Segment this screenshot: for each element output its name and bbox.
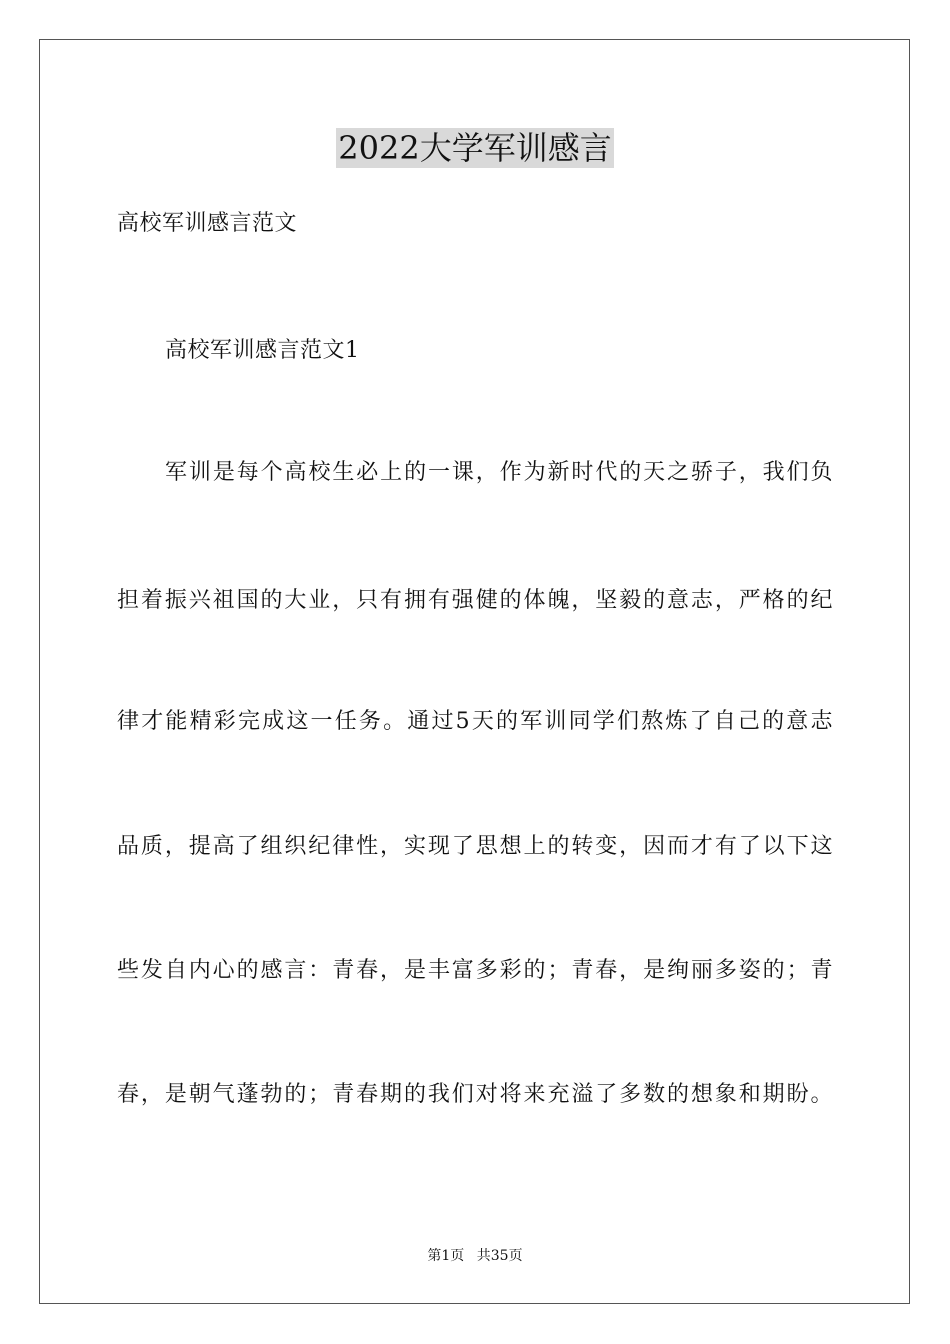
section-heading: 高校军训感言范文1 [165,338,360,363]
page-number: 第1页 [427,1248,465,1264]
document-subtitle: 高校军训感言范文 [117,211,298,236]
paragraph-line: 律才能精彩完成这一任务。通过5天的军训同学们熬炼了自己的意志 [117,709,833,734]
paragraph-line: 春，是朝气蓬勃的；青春期的我们对将来充溢了多数的想象和期盼。 [117,1082,833,1107]
paragraph-line: 担着振兴祖国的大业，只有拥有强健的体魄，坚毅的意志，严格的纪 [117,588,833,613]
page-total: 共35页 [476,1248,523,1264]
paragraph-line: 军训是每个高校生必上的一课，作为新时代的天之骄子，我们负 [165,460,833,485]
page-footer [0,1246,950,1266]
document-title: 2022大学军训感言 [338,129,612,167]
paragraph-line: 品质，提高了组织纪律性，实现了思想上的转变，因而才有了以下这 [117,834,833,859]
title-container [0,128,950,168]
paragraph-line: 些发自内心的感言：青春，是丰富多彩的；青春，是绚丽多姿的；青 [117,958,833,983]
